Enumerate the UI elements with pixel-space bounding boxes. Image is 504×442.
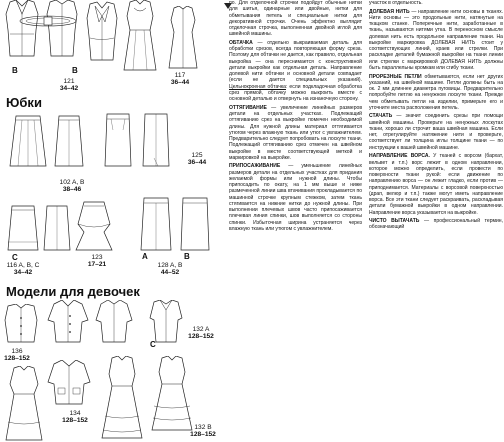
model-label-125: 125 36–44 [187, 152, 207, 167]
glossary-term: НАПРАВЛЕНИЕ ВОРСА. [369, 153, 430, 160]
sketch-top-121-front[interactable] [2, 0, 42, 58]
glossary-entry [229, 163, 362, 232]
glossary-column-1 [229, 0, 362, 442]
glossary-text: по. Для отделочной строчки подойдут обычные нитки для шитья, одинарные или двойные, нитки для обметывания петель и специальные нитки для декоративной строчки. Очень эффектно выглядит отделочная строчка, выполненная двойной иглой для швейной машины. [229, 0, 362, 38]
model-label-132a: 132 A 128–152 [188, 326, 214, 341]
glossary-text: — отдельно выкраиваемая деталь для обработки срезов, всегда повторяющая форму среза. Поэтому для обтачки не дается, как правило, отдельная выкройка — она переснимается с конструктивной детали выкройки как отдельная деталь. Направление долевой нити обтачки и основной детали совпадает (если не дается специальных указаний). [229, 39, 362, 84]
glossary-entry [369, 74, 503, 112]
sketch-girls-dress-1[interactable] [4, 366, 44, 442]
sketch-blouse-bow[interactable] [85, 0, 119, 62]
glossary-text: — профессиональный термин, обозначающий [369, 218, 503, 231]
marker-triangle [224, 3, 232, 9]
sketch-skirt-125[interactable] [101, 112, 135, 168]
glossary-entry [369, 153, 503, 216]
sketch-girls-jacket-back[interactable] [94, 300, 134, 344]
sketch-skirt-125-back[interactable] [140, 112, 172, 168]
glossary-term: ЧИСТО ВЫТАЧАТЬ [369, 218, 420, 225]
variant-letter: C [12, 253, 18, 262]
sketch-girls-132a[interactable] [146, 300, 186, 344]
glossary-text: участок в отдельность. [369, 0, 423, 6]
glossary-text: : если подкладочная обработка срез прямой, обтачку можно выкроить вместе с основной деталью и отвернуть на изнаночную сторону. [229, 83, 362, 103]
model-label-134: 134 128–152 [62, 410, 88, 425]
variant-letter: B [12, 66, 18, 75]
glossary-term: ПРИПОСАЖИВАНИЕ [229, 163, 281, 170]
model-label-102: 102 A, B 38–46 [59, 179, 85, 194]
glossary-entry [229, 105, 362, 161]
sketch-skirt-102b[interactable] [52, 114, 86, 168]
sketch-girls-jacket[interactable] [46, 300, 90, 344]
sketch-girls-136[interactable] [2, 304, 40, 344]
variant-letter: B [72, 66, 78, 75]
section-title-skirts: Юбки [6, 95, 42, 110]
sketch-skirt-128a[interactable] [138, 196, 174, 252]
model-catalog [0, 0, 222, 442]
sketch-girls-dress-2[interactable] [100, 356, 144, 440]
glossary-entry [369, 9, 503, 72]
sketch-dress-117-back[interactable] [165, 6, 201, 70]
model-label-128: 128 A, B 44–52 [157, 262, 183, 277]
glossary-entry [229, 40, 362, 103]
variant-letter: B [184, 252, 190, 261]
variant-letter: C [150, 340, 156, 349]
glossary-entry [369, 0, 503, 6]
sketch-dress-117-front[interactable] [120, 0, 160, 72]
model-label-117: 117 36–44 [170, 72, 190, 87]
glossary-text: У тканей с ворсом (бархат, вельвет и т.п.) ворс лежит в одном направлении, которое можно определить, если провести по поверхности ткани рукой: если движение по направлению ворса — он лежит гладко, если против — приподнимается. Материалы с ворсовой поверхностью (драп, велюр и т.п.) также могут иметь направление ворса. Все эти ткани следует раскраивать, раскладывая детали бумажной выкройки в одном направлении. Направление ворса указывается на выкройке. [369, 153, 503, 216]
sketch-girls-134[interactable] [46, 360, 92, 406]
section-title-girls: Модели для девочек [6, 284, 140, 299]
glossary-text: — уменьшение линейных размеров детали на отдельных участках для придания желаемой формы или нужной длины. Чтобы припосадить по окату, на 1 мм выше и ниже размеченной линии шва втачивания прокладывается по машинной строчке крупным стежком, затем ткань стягивается на нижние нитки до нужной длины. При выполнении плечевых швов часто припосаживается плечевая линия спинки, шов выполняется со стороны спинки. Избыточная ширина устраняется через влажную ткань или утюгом с увлажнителем. [229, 163, 362, 232]
model-label-121: 121 34–42 [59, 78, 79, 93]
model-label-136: 136 128–152 [4, 348, 30, 363]
model-label-116: 116 A, B, C 34–42 [6, 262, 40, 277]
sketch-belt[interactable] [18, 14, 78, 28]
sketch-skirt-116a[interactable] [6, 204, 40, 252]
glossary-term: СТАЧАТЬ [369, 113, 393, 120]
glossary-term: ОБТАЧКА [229, 39, 253, 46]
model-label-123: 123 17–21 [87, 254, 107, 269]
glossary-term: ОТТЯГИВАНИЕ [229, 104, 267, 111]
glossary-entry [369, 218, 503, 231]
sketch-skirt-123[interactable] [74, 200, 114, 252]
glossary-subterm: Цельнокроеная обтачка [229, 83, 286, 90]
glossary-entry [369, 113, 503, 151]
glossary-term: ДОЛЕВАЯ НИТЬ [369, 8, 410, 15]
variant-letter: A [142, 252, 148, 261]
glossary-text: обметываются, если нет других указаний, на швейной машине. Петли должны быть на ок. 2 мм длиннее диаметра пуговицы. Предварительно попробуйте петлю на ненужном лоскуте ткани. Прежде чем обметывать петли на изделии, примерьте его и уточните места расположения петель. [369, 73, 503, 111]
sketch-skirt-102a[interactable] [8, 114, 48, 168]
glossary-text: — увеличение линейных размеров детали на отдельных участках. Подлежащий оттягиванию срез на выкройке помечен необходимой длины. Для нужной длины материал оттягивается утюгом через влажную ткань или утюг с увлажнителем. Предварительно следует попробовать на лоскуте ткани. Подлежащий оттягиванию срез отмечен на швейном выкройке в месте соответствующей меткой и маркировкой на выкройке. [229, 104, 362, 161]
model-label-132b: 132 B 128–152 [190, 424, 216, 439]
sketch-girls-132b[interactable] [150, 356, 194, 432]
glossary-column-2 [369, 0, 503, 442]
sketch-top-121-back[interactable] [44, 0, 80, 58]
glossary-text: — направление нити основы в тканях. Нити основы — это продольные нити, натянутые на ткацком станке. Поперечные нити, заработанные в ткань, называются нитями утка. В переносном смысле долевая нить есть продольное направление ткани. На выкройке маркировка ДОЛЕВАЯ НИТЬ стоит у соответствующих линий, краев или стрелки. При раскладке деталей бумажной выкройки на ткани линии или стрелки с маркировкой ДОЛЕВАЯ НИТЬ должны быть параллельны кромкам или сгибу ткани. [369, 8, 503, 71]
glossary-entry [229, 0, 362, 38]
sketch-skirt-116b[interactable] [42, 204, 72, 252]
sketch-skirt-128b[interactable] [178, 196, 212, 252]
glossary-term: ПРОРЕЗНЫЕ ПЕТЛИ [369, 73, 422, 80]
glossary-text: — значит соединить срезы при помощи швейной машины. Проверьте на ненужных лоскутах ткани, хорошо ли строчит ваша швейная машина. Если нет, отрегулируйте натяжение нити и проверьте, соответствует ли толщина иглы толщине ткани — по инструкции к вашей швейной машине. [369, 113, 503, 151]
